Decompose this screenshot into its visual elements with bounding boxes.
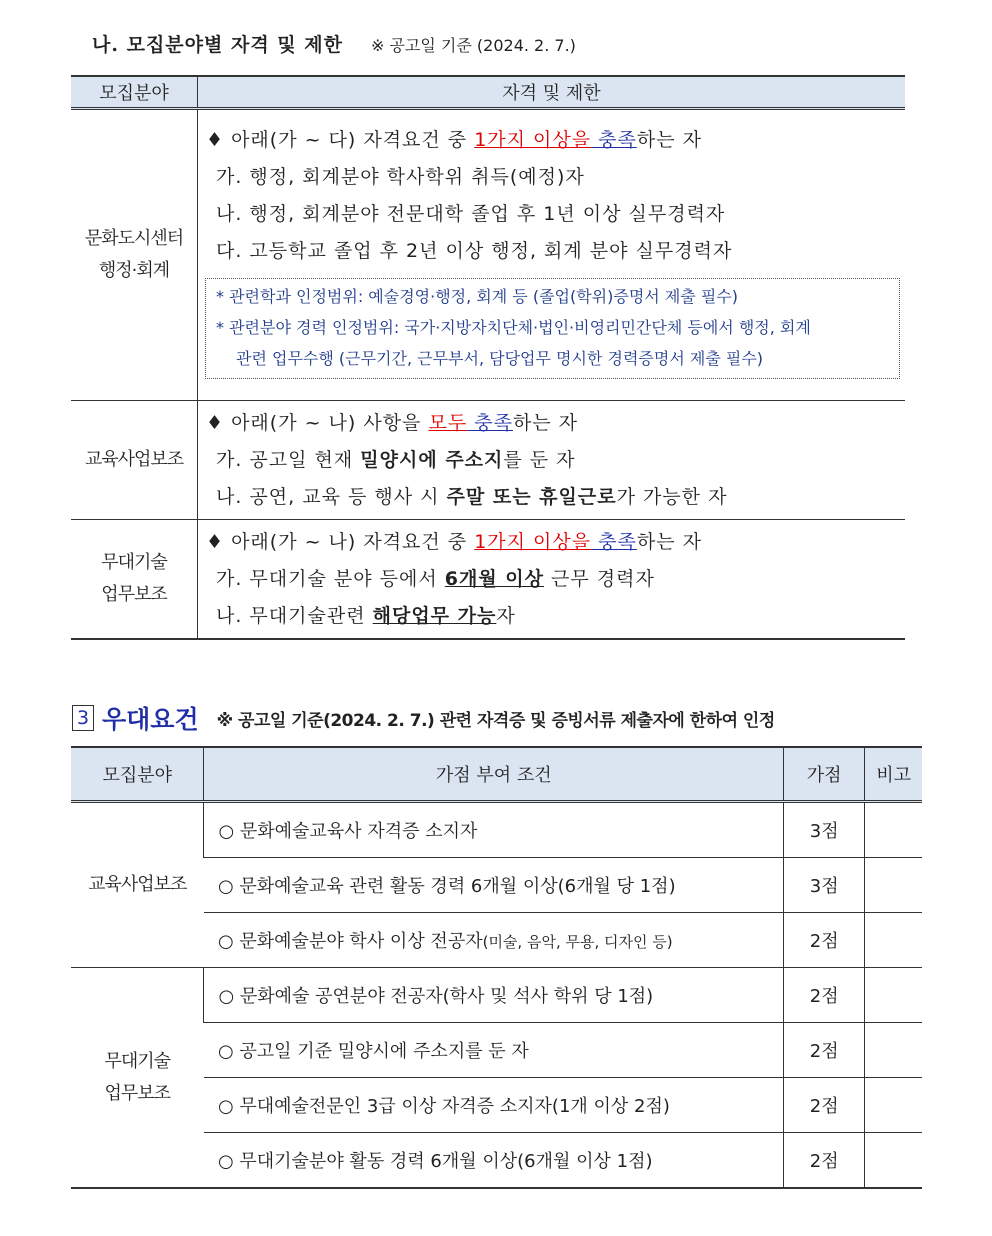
category-label: 무대기술 [104, 1050, 170, 1072]
lead-highlight-blue: 충족 [591, 129, 637, 151]
requirement-item: 나. 행정, 회계분야 전문대학 졸업 후 1년 이상 실무경력자 [216, 203, 726, 225]
item-text: 가. 공고일 현재 [216, 449, 361, 471]
lead-text: ♦ 아래(가 ~ 나) 자격요건 중 [206, 531, 475, 553]
section-na-title: 나. 모집분야별 자격 및 제한 [92, 34, 343, 56]
item-emphasis: 해당업무 가능 [372, 605, 497, 627]
remarks-cell [865, 858, 922, 913]
points-cell: 3점 [784, 858, 865, 913]
category-cell [71, 401, 198, 520]
remarks-cell [865, 1133, 922, 1189]
lead-highlight-red: 1가지 이상을 [474, 531, 592, 553]
note-line: 관련 업무수행 (근무기간, 근무부서, 담당업무 명시한 경력증명서 제출 필수) [236, 349, 764, 368]
preference-row [71, 802, 922, 858]
points-cell: 2점 [784, 1023, 865, 1078]
category-cell [71, 968, 204, 1189]
header-field: 모집분야 [71, 747, 204, 802]
qualification-row [71, 401, 905, 520]
points-cell: 2점 [784, 968, 865, 1023]
note-line: * 관련분야 경력 인정범위: 국가·지방자치단체·법인·비영리민간단체 등에서 행정, 회계 [216, 318, 811, 337]
qualification-row [71, 520, 905, 640]
category-label: 업무보조 [104, 1082, 170, 1104]
item-text: 자 [496, 605, 516, 627]
remarks-cell [865, 913, 922, 968]
section3-number: 3 [72, 705, 94, 731]
lead-highlight-red: 모두 [428, 412, 468, 434]
qualification-cell [198, 520, 906, 640]
item-emphasis: 주말 또는 휴일근로 [446, 486, 617, 508]
section3-heading [72, 700, 775, 736]
header-condition: 가점 부여 조건 [204, 747, 784, 802]
condition-cell: ○ 무대예술전문인 3급 이상 자격증 소지자(1개 이상 2점) [204, 1078, 784, 1133]
category-cell [71, 109, 198, 401]
points-cell: 2점 [784, 1078, 865, 1133]
category-label: 교육사업보조 [88, 874, 187, 895]
header-field: 모집분야 [71, 76, 198, 109]
section-na-note: ※ 공고일 기준 (2024. 2. 7.) [370, 36, 576, 55]
qualification-table [71, 75, 905, 640]
category-label: 무대기술 [101, 552, 167, 573]
condition-cell: ○ 문화예술 공연분야 전공자(학사 및 석사 학위 당 1점) [204, 968, 784, 1023]
item-text: 근무 경력자 [544, 568, 655, 590]
preference-header-row [71, 747, 922, 802]
lead-highlight-blue: 충족 [591, 531, 637, 553]
qualification-header-row [71, 76, 905, 109]
remarks-cell [865, 802, 922, 858]
item-text: 가. 무대기술 분야 등에서 [216, 568, 445, 590]
category-label: 업무보조 [101, 584, 167, 605]
condition-cell: ○ 공고일 기준 밀양시에 주소지를 둔 자 [204, 1023, 784, 1078]
requirement-item [198, 479, 905, 516]
header-points: 가점 [784, 747, 865, 802]
category-label: 행정·회계 [98, 260, 170, 281]
category-cell [71, 802, 204, 968]
qualification-cell [198, 401, 906, 520]
notes-box [205, 278, 900, 379]
condition-text: ○ 문화예술분야 학사 이상 전공자 [217, 931, 483, 952]
lead-text: 하는 자 [636, 531, 702, 553]
section3-title: 우대요건 [102, 705, 199, 734]
lead-highlight-blue: 충족 [467, 412, 513, 434]
requirement-lead [198, 122, 905, 159]
item-text: 가 가능한 자 [616, 486, 728, 508]
requirement-item [198, 598, 905, 635]
lead-highlight-red: 1가지 이상을 [474, 129, 592, 151]
item-emphasis: 밀양시에 주소지 [360, 449, 504, 471]
category-label: 문화도시센터 [84, 228, 184, 249]
condition-cell: ○ 무대기술분야 활동 경력 6개월 이상(6개월 이상 1점) [204, 1133, 784, 1189]
qualification-row [71, 109, 905, 401]
requirement-item: 가. 행정, 회계분야 학사학위 취득(예정)자 [216, 166, 585, 188]
points-cell: 3점 [784, 802, 865, 858]
lead-text: ♦ 아래(가 ~ 나) 사항을 [206, 412, 429, 434]
preference-table [71, 746, 922, 1189]
remarks-cell [865, 968, 922, 1023]
requirement-item: 다. 고등학교 졸업 후 2년 이상 행정, 회계 분야 실무경력자 [216, 240, 733, 262]
preference-row [71, 968, 922, 1023]
item-text: 나. 공연, 교육 등 행사 시 [216, 486, 447, 508]
category-label: 교육사업보조 [84, 449, 184, 470]
condition-cell [204, 913, 784, 968]
note-line: * 관련학과 인정범위: 예술경영·행정, 회계 등 (졸업(학위)증명서 제출 필수) [216, 287, 738, 306]
condition-detail: (미술, 음악, 무용, 디자인 등) [482, 933, 673, 951]
points-cell: 2점 [784, 1133, 865, 1189]
section3-note: ※ 공고일 기준(2024. 2. 7.) 관련 자격증 및 증빙서류 제출자에 한하여 인정 [216, 710, 775, 731]
requirement-lead [198, 524, 905, 561]
remarks-cell [865, 1078, 922, 1133]
item-text: 나. 무대기술관련 [216, 605, 373, 627]
lead-text: 하는 자 [512, 412, 579, 434]
requirement-item [198, 561, 905, 598]
header-qualification: 자격 및 제한 [198, 76, 906, 109]
requirement-item [198, 442, 905, 479]
section-na-heading [92, 30, 576, 57]
remarks-cell [865, 1023, 922, 1078]
condition-cell: ○ 문화예술교육 관련 활동 경력 6개월 이상(6개월 당 1점) [204, 858, 784, 913]
item-emphasis: 6개월 이상 [444, 568, 545, 590]
header-remarks: 비고 [865, 747, 922, 802]
points-cell: 2점 [784, 913, 865, 968]
category-cell [71, 520, 198, 640]
condition-cell: ○ 문화예술교육사 자격증 소지자 [204, 802, 784, 858]
lead-text: ♦ 아래(가 ~ 다) 자격요건 중 [206, 129, 475, 151]
item-text: 를 둔 자 [503, 449, 576, 471]
qualification-cell [198, 109, 906, 401]
requirement-lead [198, 405, 905, 442]
lead-text: 하는 자 [636, 129, 702, 151]
